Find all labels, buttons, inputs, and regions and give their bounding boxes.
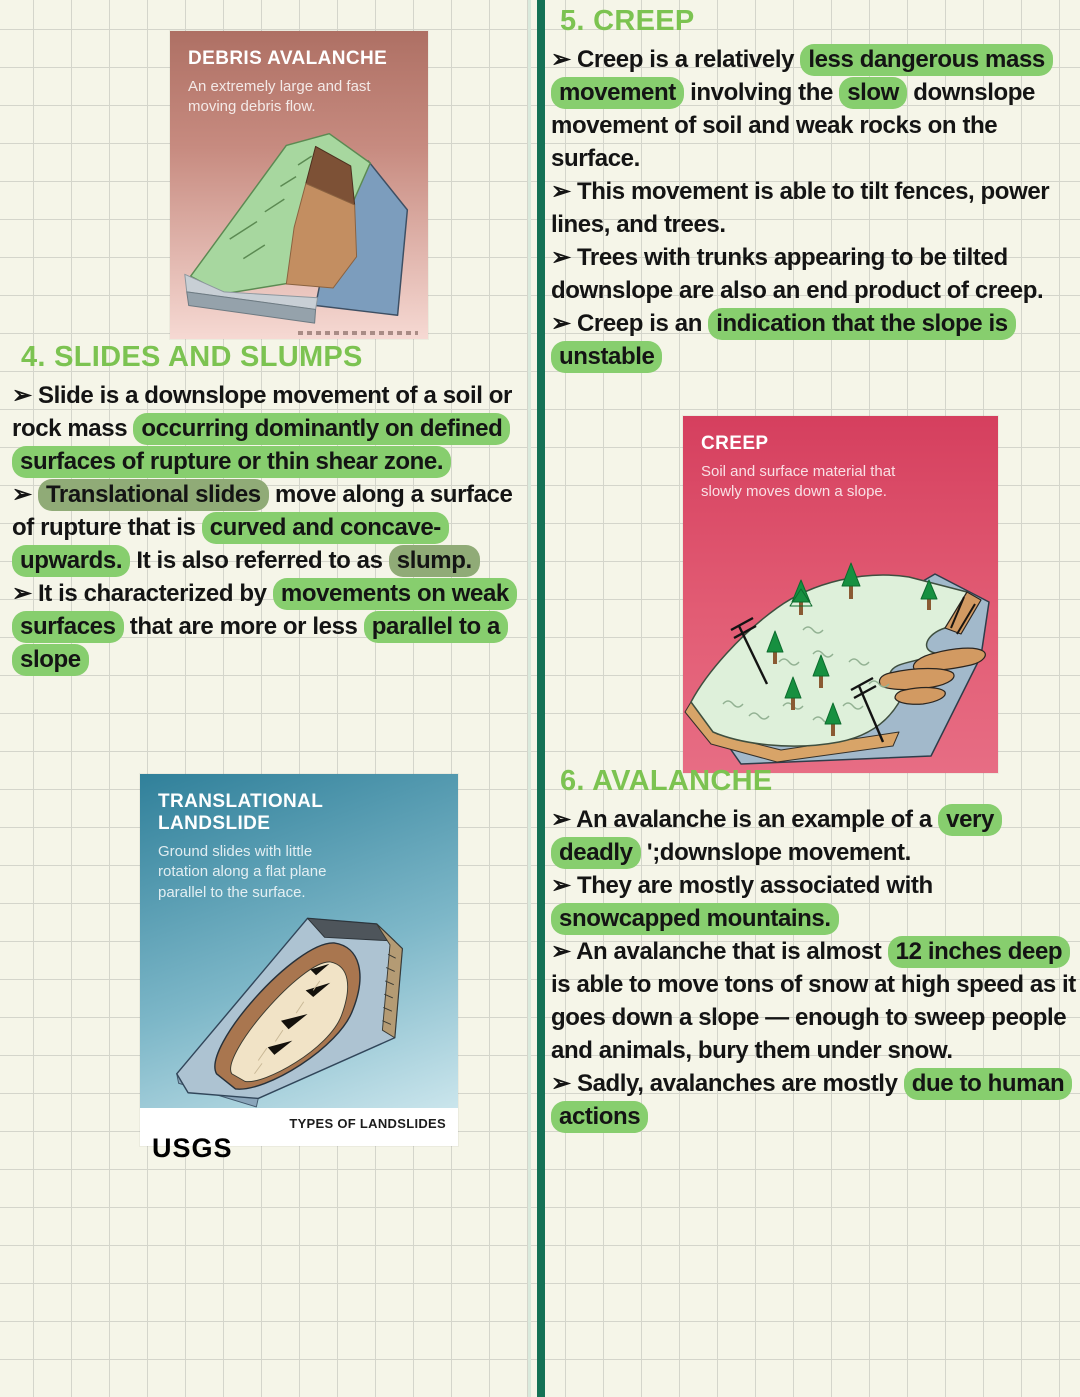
column-divider <box>537 0 545 1397</box>
highlighted-text: movements on weak surfaces <box>12 578 517 643</box>
bullet-line <box>551 1067 1077 1133</box>
creep-card-title: CREEP <box>701 433 769 454</box>
body-text: ➢ An avalanche is an example of a <box>551 806 939 833</box>
debris-avalanche-illustration <box>170 122 428 327</box>
body-text: is able to move tons of snow at high speed as it goes down a slope — enough to sweep people and animals, bury them under snow. <box>551 971 1076 1064</box>
bullet-line <box>551 175 1077 241</box>
slides-and-slumps-heading: 4. SLIDES AND SLUMPS <box>21 341 363 373</box>
body-text: ➢ They are mostly associated with <box>551 872 933 899</box>
body-text: ➢ Creep is a relatively <box>551 46 801 73</box>
avalanche-section <box>551 764 1077 1133</box>
translational-card-subtitle: Ground slides with little rotation along a flat plane parallel to the surface. <box>158 843 327 901</box>
creep-heading: 5. CREEP <box>560 5 695 37</box>
highlighted-text: due to human actions <box>551 1068 1072 1133</box>
body-text: involving the <box>683 79 840 106</box>
highlighted-text: occurring dominantly on defined surfaces of rupture or thin shear zone. <box>12 413 510 478</box>
translational-landslide-card <box>140 774 458 1163</box>
translational-landslide-illustration <box>148 888 450 1106</box>
translational-card-title: TRANSLATIONAL LANDSLIDE <box>158 791 323 834</box>
types-of-landslides-label: TYPES OF LANDSLIDES <box>289 1116 446 1131</box>
creep-section <box>551 4 1077 373</box>
creep-illustration <box>683 534 998 769</box>
body-text: ➢ An avalanche that is almost <box>551 938 888 965</box>
bullet-line <box>551 307 1077 373</box>
creep-bullets <box>551 43 1077 373</box>
highlighted-text: curved and concave-upwards. <box>12 512 449 577</box>
highlighted-text: snowcapped mountains. <box>551 903 839 935</box>
debris-card-caption-blur <box>298 331 418 335</box>
highlighted-text: parallel to a slope <box>12 611 508 676</box>
translational-card-footer <box>140 1108 458 1163</box>
body-text: ➢ It is characterized by <box>12 580 273 607</box>
highlighted-text: Translational slides <box>38 479 269 511</box>
highlighted-text: 12 inches deep <box>888 936 1070 968</box>
bullet-line <box>551 43 1077 175</box>
bullet-line <box>12 577 538 676</box>
debris-card-subtitle: An extremely large and fast moving debris flow. <box>188 78 371 116</box>
body-text: ➢ Creep is an <box>551 310 709 337</box>
body-text: ';downslope movement. <box>640 839 911 866</box>
avalanche-heading: 6. AVALANCHE <box>560 765 773 797</box>
body-text: ➢ This movement is able to tilt fences, power lines, and trees. <box>551 178 1050 238</box>
slides-and-slumps-section <box>12 340 538 676</box>
body-text: downslope movement of soil and weak rocks on the surface. <box>551 79 1035 172</box>
debris-avalanche-card <box>170 31 428 339</box>
bullet-line <box>12 478 538 577</box>
body-text: that are more or less <box>123 613 364 640</box>
bullet-line <box>551 869 1077 935</box>
creep-card <box>683 416 998 773</box>
avalanche-bullets <box>551 803 1077 1133</box>
column-divider-shadow <box>528 0 531 1397</box>
highlighted-text: indication that the slope is unstable <box>551 308 1016 373</box>
body-text: It is also referred to as <box>130 547 389 574</box>
bullet-line <box>551 241 1077 307</box>
bullet-line <box>551 803 1077 869</box>
slides-and-slumps-bullets <box>12 379 538 676</box>
bullet-line <box>12 379 538 478</box>
body-text: ➢ Trees with trunks appearing to be tilted downslope are also an end product of creep. <box>551 244 1044 304</box>
body-text: move along a surface of rupture that is <box>12 481 513 541</box>
body-text: ➢ <box>12 481 38 508</box>
usgs-logo: USGS <box>152 1133 233 1163</box>
body-text: ➢ Sadly, avalanches are mostly <box>551 1070 904 1097</box>
highlighted-text: slow <box>839 77 907 109</box>
bullet-line <box>551 935 1077 1067</box>
creep-card-subtitle: Soil and surface material that slowly moves down a slope. <box>701 463 896 501</box>
body-text: ➢ Slide is a downslope movement of a soil or rock mass <box>12 382 512 442</box>
highlighted-text: slump. <box>389 545 480 577</box>
highlighted-text: less dangerous mass movement <box>551 44 1053 109</box>
debris-card-title: DEBRIS AVALANCHE <box>188 48 388 69</box>
highlighted-text: very deadly <box>551 804 1002 869</box>
